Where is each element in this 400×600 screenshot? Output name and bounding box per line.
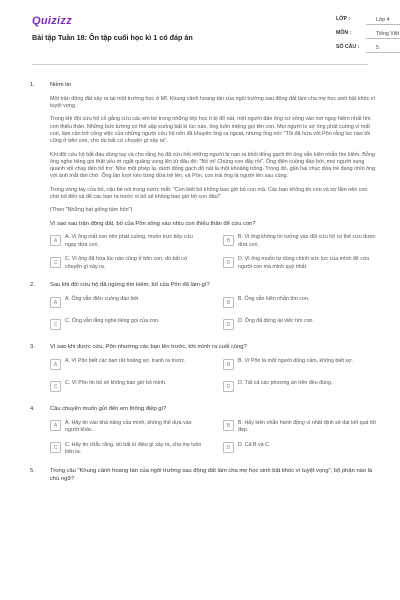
question-prompt: Câu chuyện muốn gửi đến em thông điệp gì? [50,406,167,413]
option-b[interactable] [223,420,376,436]
option-text: D. Cả B và C. [238,441,271,448]
passage-source: (Theo "Những hạt giống tâm hồn") [50,207,133,214]
question-1 [32,82,376,272]
option-text: B. Vì ông không tin tưởng vào đội cứu hộ có thể cứu được đứa con. [238,234,376,248]
question-prompt: Sau khi đội cứu hộ đã ngừng tìm kiếm, bố của Pôn đã làm gì? [50,282,210,289]
answer-options [50,420,376,458]
passage-paragraph: Trong khi đội cứu hộ cố gắng cứu các em bé trong những lớp học ít bị đổ nát, một người đàn ông cứ xông vào nơi nguy hiểm nhất tìm con thiểu thân. Những bức tường có thể sập xuống bất kì lúc nào, ông luôn miệng gọi tên con. Mọi người lo sợ ông phát cuồng vì mất con, làm cản trở công việc của những người cứu hộ nên đã khuyên ông ra ngoài, nhưng ông nói: "Tôi đã hứa với Pôn rằng lúc nào tôi cũng ở bên con, cho dù bất cứ chuyện gì xảy ra". [50,116,371,145]
option-text: A. Hãy tin vào khả năng của mình, không thể dựa vào người khác. [65,419,192,434]
question-list [16,68,376,484]
option-letter-box: A [50,420,61,431]
option-letter-box: D [223,381,234,392]
worksheet-meta [336,14,400,56]
option-d[interactable] [223,442,376,458]
option-d[interactable] [223,318,376,334]
option-text: B. Hãy kiên nhẫn hành động vì nhất định sẽ đạt kết quả tốt đẹp. [238,419,376,434]
meta-row-subject [336,28,400,39]
option-letter-box: C [50,442,61,453]
passage-paragraph: Khi đội cứu hộ bắt đầu dùng tay và cho rằng họ đã cứu hết những người bị nạn ra khỏi đống gạch thì ông vẫn kiên nhẫn tìm kiếm. Bỗng ông nghe tiếng gọi thật yếu ớt ngắt quãng vọng lên từ đâu đó: "Bố ơi! Chúng con đây rồi". Ông điên cuồng đào bới, mọi người xung quanh vội chạy đến hỗ trợ. Như một phép lạ, dưới đống gạch đổ nát là một khoảng trống. Trong đó, gần hai chục đứa trẻ đang nhìn ông với ánh mắt đợi chờ. Ông lần lượt kéo từng đứa trẻ lên, và Pôn, con trai ông là người lên sau cùng. [50,151,376,180]
option-letter-box: B [223,235,234,246]
option-b[interactable] [223,234,376,250]
option-letter-box: C [50,381,61,392]
question-prompt: Trong câu "Khung cảnh hoang tàn của ngôi trường sau động đất làm cha mẹ học sinh bật khóc vì tuyệt vọng", bộ phận nào là chủ ngữ? [50,467,373,482]
quizizz-logo: Quizizz [32,15,72,27]
option-text: C. Vì ông đã hứa lúc nào cũng ở bên con, dù bất cứ chuyện gì xảy ra. [65,256,188,270]
option-letter-box: D [223,442,234,453]
option-letter-box: C [50,257,61,268]
option-letter-box: D [223,257,234,268]
option-text: B. Vì Pôn là một người dũng cảm, không biết sợ. [238,358,354,365]
option-text: C. Vì Pôn tin bố sẽ không bao giờ bỏ mình. [65,380,167,387]
option-a[interactable] [50,420,203,436]
option-letter-box: B [223,297,234,308]
question-number: 2. [30,282,35,289]
option-letter-box: A [50,297,61,308]
option-text: C. Hãy tin chắc rằng, dù bất kì điều gì xảy ra, cha mẹ luôn bên ta. [65,441,202,456]
question-prompt: Vì sao khi được cứu, Pôn nhường các bạn lên trước, khi mình ra cuối cùng? [50,344,247,351]
option-a[interactable] [50,296,203,312]
question-prompt: Vì sao sau trận động đất, bố của Pôn xông vào nhìu con thiểu thân để cứu con? [50,220,256,227]
option-text: C. Ông vẫn lắng nghe tiếng gọi của con. [65,318,160,325]
option-letter-box: B [223,420,234,431]
option-text: D. Ông đã đứng lại việc tìm con. [238,318,314,325]
option-a[interactable] [50,358,203,374]
answer-options [50,234,376,272]
option-d[interactable] [223,256,376,272]
option-text: D. Vì ông muốn tự dùng chính sức lực của mình để cứu người con mà mình quý nhất. [238,256,370,270]
question-number: 1. [30,82,35,88]
option-c[interactable] [50,380,203,396]
question-5 [32,468,376,484]
option-text: A. Ông vẫn điên cuồng đào bới. [65,296,140,303]
option-c[interactable] [50,318,203,334]
option-c[interactable] [50,256,203,272]
option-letter-box: B [223,359,234,370]
question-heading: Niềm tin [50,82,72,88]
option-b[interactable] [223,296,376,312]
worksheet-title: Bài tập Tuần 18: Ôn tập cuối học kì 1 có đáp án [32,33,193,42]
meta-value: Lớp 4 [366,15,400,25]
option-a[interactable] [50,234,203,250]
option-b[interactable] [223,358,376,374]
question-number: 5. [30,467,35,474]
option-text: A. Vì ông mất con nên phát cuồng, muốn trực tiếp cứu ngay đứa con. [65,234,193,248]
worksheet-header [16,0,400,68]
option-letter-box: A [50,359,61,370]
option-text: A. Vì Pôn biết các bạn rất hoảng sợ, tranh ra trước. [65,358,186,365]
question-number: 4. [30,406,35,413]
passage-paragraph: Trong vòng tay của bố, cậu bé nói trong nước mắt: "Con biết bố không bao giờ bỏ con mà. Các bạn không tin con và sợ lắm nên con chờ bố đến và để các bạn ra trước vì bố sẽ không bao giờ bỏ con đâu!" [50,186,368,201]
answer-options [50,296,376,334]
meta-label: LỚP : [336,15,351,22]
option-letter-box: C [50,319,61,330]
question-number: 3. [30,344,35,351]
question-4 [32,406,376,458]
question-2 [32,282,376,334]
meta-row-class [336,14,400,25]
option-letter-box: D [223,319,234,330]
meta-label: MÔN : [336,29,352,36]
option-letter-box: A [50,235,61,246]
option-text: B. Ông vẫn kiên nhẫn tìm con. [238,296,310,303]
meta-value: 5 [366,43,400,53]
option-text: D. Tất cả các phương án trên đều đúng. [238,380,333,387]
reading-passage [50,96,376,215]
question-3 [32,344,376,396]
option-c[interactable] [50,442,203,458]
answer-options [50,358,376,396]
meta-row-count [336,42,400,53]
passage-paragraph: Một trận động đất xảy ra tại một trường học ở Mĩ. Khung cảnh hoang tàn của ngôi trường sau động đất làm cha mẹ học sinh bật khóc vì tuyệt vọng. [50,95,375,110]
meta-value: Tiếng Việt [366,29,400,39]
meta-label: SỐ CÂU : [336,43,360,50]
option-d[interactable] [223,380,376,396]
header-divider [32,64,368,65]
